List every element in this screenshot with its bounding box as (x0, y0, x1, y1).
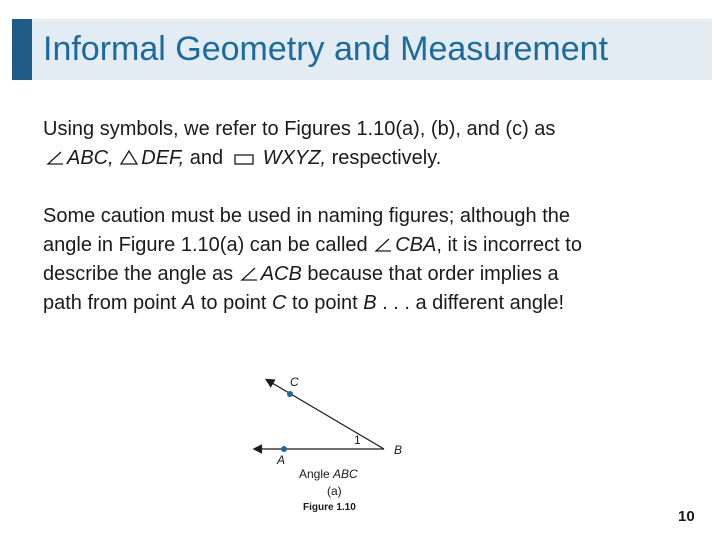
text-run: because that order implies a (301, 263, 559, 285)
angle-symbol-icon (373, 233, 393, 262)
paragraph-line (43, 144, 555, 173)
text-run: to point (195, 292, 273, 314)
caption-text: Angle (299, 467, 334, 481)
point-a-dot (281, 446, 287, 452)
point-c-label: C (290, 375, 299, 389)
ray-bc (267, 380, 384, 449)
paragraph-line: Some caution must be used in naming figures; although the (43, 205, 570, 227)
point-c-dot (287, 391, 293, 397)
text-run: . . . a different angle! (376, 292, 565, 314)
point-name: B (363, 292, 377, 314)
angle-name: ABC, (67, 147, 114, 169)
point-name: A (181, 292, 196, 314)
paragraph-symbols (43, 115, 555, 173)
connector-text: and (184, 147, 229, 169)
angle-number-label: 1 (354, 433, 361, 447)
figure-caption (299, 467, 358, 481)
rectangle-name: WXYZ, (262, 147, 327, 169)
paragraph-line (43, 260, 582, 289)
title-accent-bar (12, 19, 32, 80)
triangle-symbol-icon (119, 146, 139, 175)
text-run: , it is incorrect to (436, 234, 582, 256)
text-run: describe the angle as (43, 263, 239, 285)
angle-name: CBA (395, 234, 437, 256)
rectangle-symbol-icon (233, 146, 255, 175)
paragraph-line (43, 289, 582, 318)
triangle-name: DEF, (141, 147, 185, 169)
point-a-label: A (277, 453, 286, 467)
caption-angle-name: ABC (333, 467, 358, 481)
slide-title: Informal Geometry and Measurement (43, 30, 609, 68)
angle-symbol-icon (45, 146, 65, 175)
page-number: 10 (678, 508, 695, 525)
text-run: angle in Figure 1.10(a) can be called (43, 234, 374, 256)
angle-name: ACB (260, 263, 302, 285)
figure-sublabel: (a) (327, 484, 342, 498)
paragraph-caution (43, 202, 582, 318)
point-b-label: B (394, 443, 403, 457)
text-run: path from point (43, 292, 182, 314)
point-name: C (272, 292, 287, 314)
text-run: to point (286, 292, 364, 314)
angle-symbol-icon (239, 262, 259, 291)
paragraph-line: Using symbols, we refer to Figures 1.10(a), (b), and (c) as (43, 118, 556, 140)
figure-number-label: Figure 1.10 (303, 502, 356, 513)
paragraph-line (43, 231, 582, 260)
connector-text: respectively. (326, 147, 442, 169)
